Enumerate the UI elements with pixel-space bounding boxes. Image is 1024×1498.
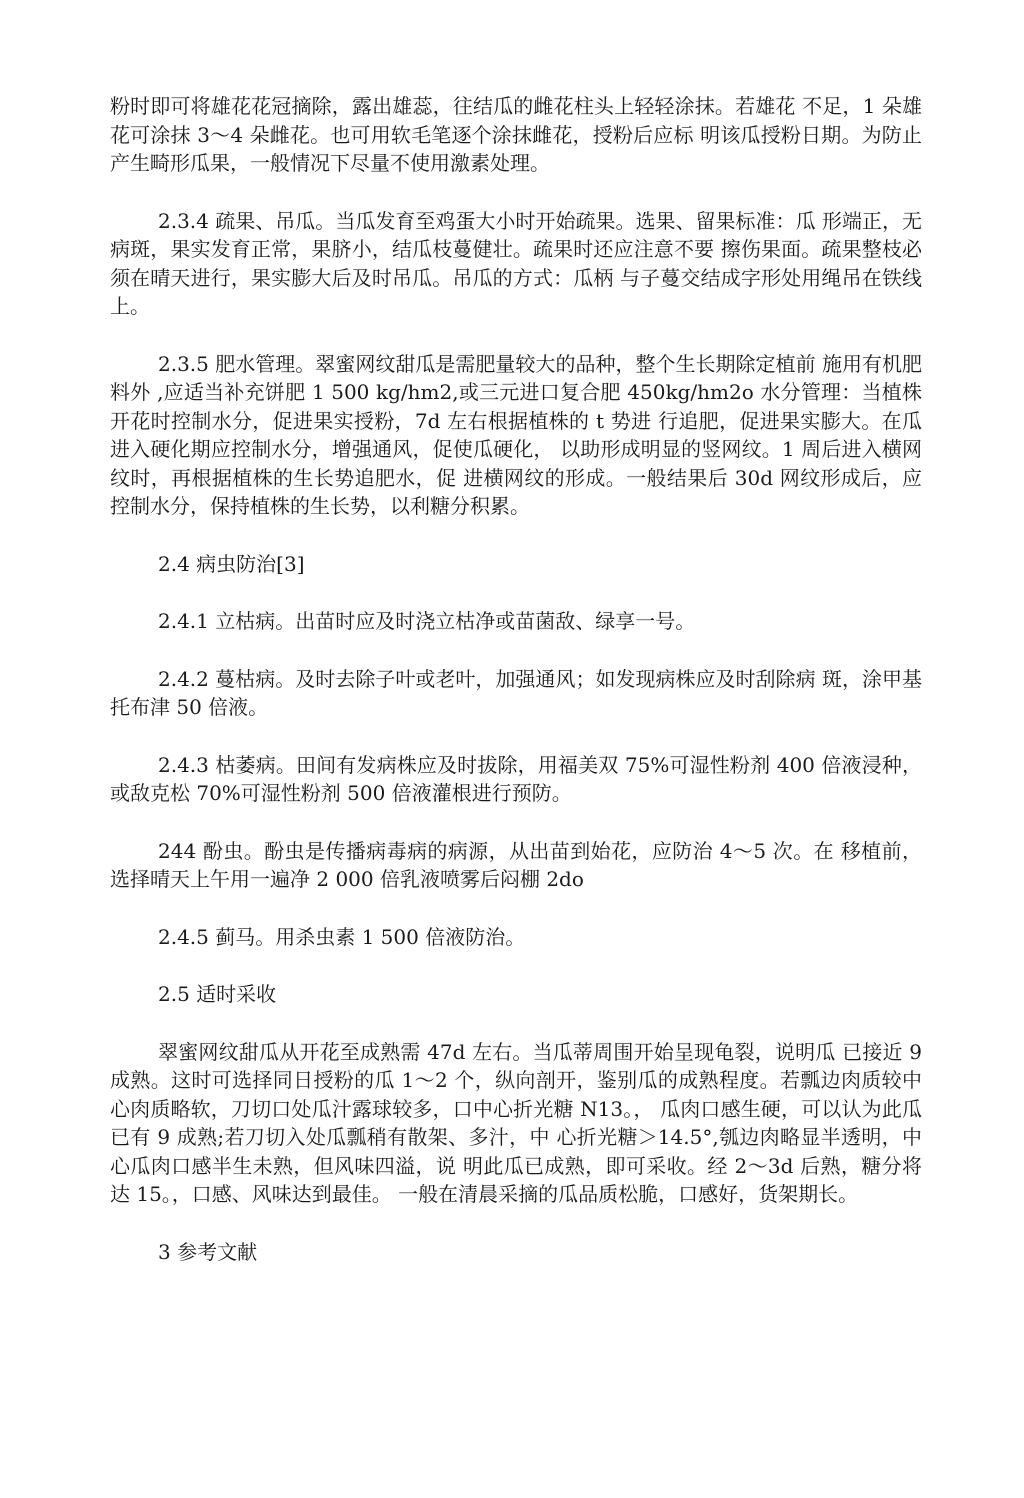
paragraph-thrips: 2.4.5 蓟马。用杀虫素 1 500 倍液防治。 (158, 924, 526, 949)
paragraph-damping-off: 2.4.1 立枯病。出苗时应及时浇立枯净或苗菌敌、绿享一号。 (158, 609, 696, 633)
paragraph-aphids: 244 酚虫。酚虫是传播病毒病的病源，从出苗到始花，应防治 4～5 次。在 移植前，选择晴天上午用一遍净 2 000 倍乳液喷雾后闷棚 2do (110, 838, 922, 891)
paragraph-fusarium-wilt: 2.4.3 枯萎病。田间有发病株应及时拔除，用福美双 75%可湿性粉剂 400 倍液浸种，或敌克松 70%可湿性粉剂 500 倍液灌根进行预防。 (110, 752, 922, 805)
paragraph-harvest: 翠蜜网纹甜瓜从开花至成熟需 47d 左右。当瓜蒂周围开始呈现龟裂，说明瓜 已接近 9 成熟。这时可选择同日授粉的瓜 1～2 个，纵向剖开，鉴别瓜的成熟程度。若瓢边肉质较中心肉质略软，刀切口处瓜汁露球较多，口中心折光糖 N13。， 瓜肉口感生硬，可以认为此瓜已有 9 成熟;若刀切入处瓜瓢稍有散架、多汁，中 心折光糖＞14.5°,瓠边肉略显半透明，中心瓜肉口感半生未熟，但风味四溢，说 明此瓜已成熟，即可采收。经 2～3d 后熟，糖分将达 15。，口感、风味达到最佳。 一般在清晨采摘的瓜品质松脆，口感好，货架期长。 (110, 1039, 922, 1206)
paragraph-gummy-stem-blight: 2.4.2 蔓枯病。及时去除子叶或老叶，加强通风；如发现病株应及时刮除病 斑，涂甲基托布津 50 倍液。 (110, 666, 922, 719)
section-heading-pest-control: 2.4 病虫防治[3] (158, 551, 305, 576)
document-page (110, 92, 922, 1295)
section-heading-harvest: 2.5 适时采收 (158, 982, 277, 1006)
paragraph-pollination: 粉时即可将雄花花冠摘除，露出雄蕊，往结瓜的雌花柱头上轻轻涂抹。若雄花 不足，1 朵雄花可涂抹 3～4 朵雌花。也可用软毛笔逐个涂抹雌花，授粉后应标 明该瓜授粉日期。为防止产生畸形瓜果，一般情况下尽量不使用激素处理。 (110, 94, 922, 175)
paragraph-fruit-thinning: 2.3.4 疏果、吊瓜。当瓜发育至鸡蛋大小时开始疏果。选果、留果标准：瓜 形端正，无病斑，果实发育正常，果脐小，结瓜枝蔓健壮。疏果时还应注意不要 擦伤果面。疏果整枝必须在晴天进行，果实膨大后及时吊瓜。吊瓜的方式：瓜柄 与子蔓交结成字形处用绳吊在铁线上。 (110, 208, 922, 318)
section-heading-references: 3 参考文献 (158, 1239, 258, 1264)
paragraph-fertilizer-water: 2.3.5 肥水管理。翠蜜网纹甜瓜是需肥量较大的品种，整个生长期除定植前 施用有机肥料外 ,应适当补充饼肥 1 500 kg/hm2,或三元进口复合肥 450kg/hm2o 水分管理：当植株开花时控制水分，促进果实授粉，7d 左右根据植株的 t 势进 行追肥，促进果实膨大。在瓜进入硬化期应控制水分，增强通风，促使瓜硬化， 以助形成明显的竖网纹。1 周后进入横网纹时，再根据植株的生长势追肥水，促 进横网纹的形成。一般结果后 30d 网纹形成后，应控制水分，保持植株的生长势，以利糖分积累。 (110, 351, 922, 518)
